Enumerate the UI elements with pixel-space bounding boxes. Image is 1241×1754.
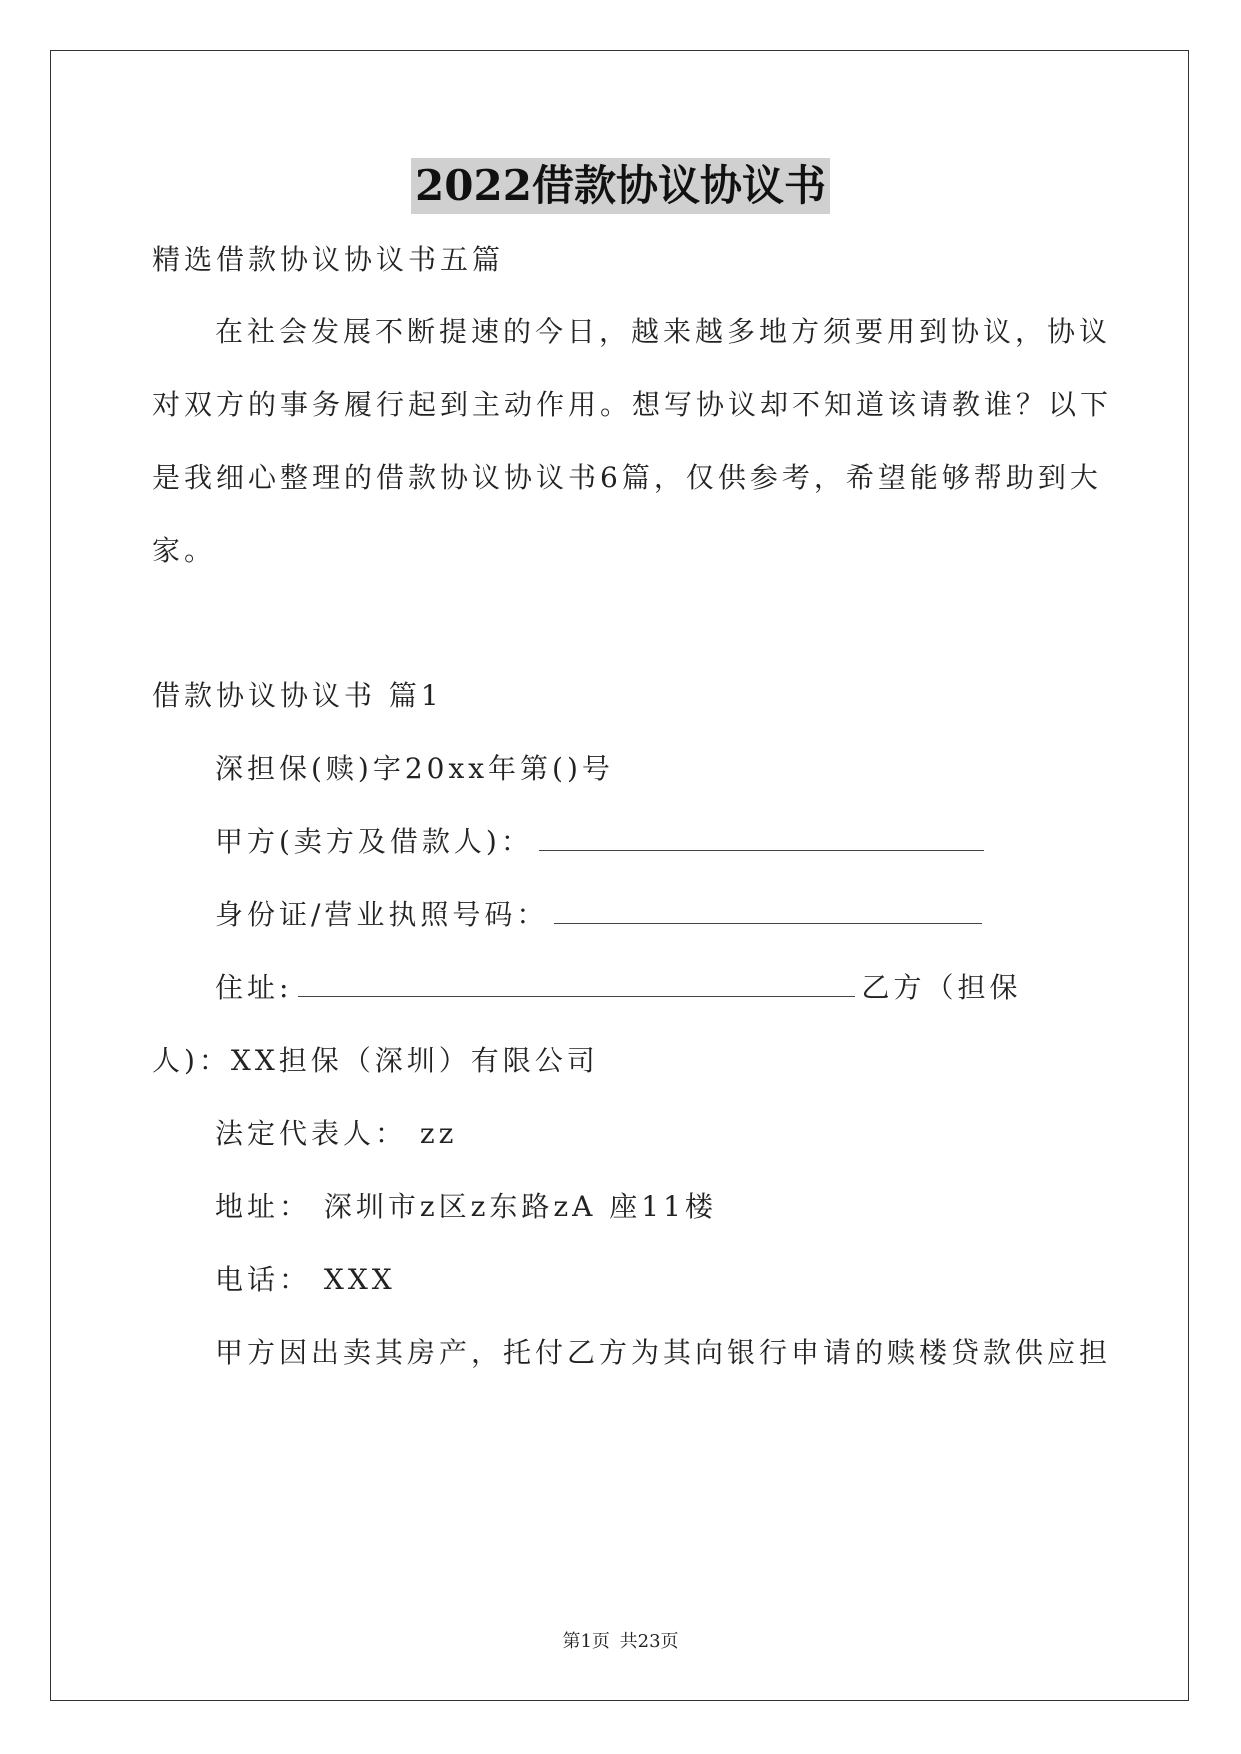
party-a-blank bbox=[539, 822, 984, 851]
page-total: 共23页 bbox=[619, 1631, 679, 1652]
section-heading: 借款协议协议书 篇1 bbox=[152, 679, 443, 712]
party-b-line: 人)：XX担保（深圳）有限公司 bbox=[152, 1044, 599, 1077]
id-blank bbox=[554, 895, 982, 924]
title-container bbox=[0, 158, 1241, 214]
intro-line-2: 对双方的事务履行起到主动作用。想写协议却不知道该请教谁？以下 bbox=[152, 388, 1113, 421]
address-blank bbox=[298, 968, 855, 997]
page-border bbox=[50, 50, 1189, 1701]
document-number: 深担保(赎)字20xx年第()号 bbox=[215, 752, 614, 785]
intro-line-1: 在社会发展不断提速的今日，越来越多地方须要用到协议，协议 bbox=[215, 315, 1112, 348]
party-b-prefix: 乙方（担保 bbox=[861, 971, 1022, 1004]
id-row bbox=[215, 895, 1092, 935]
party-b-address: 地址： 深圳市z区z东路zA 座11楼 bbox=[215, 1190, 717, 1223]
address-row bbox=[215, 968, 1092, 1008]
intro-line-4: 家。 bbox=[152, 534, 217, 567]
party-a-label: 甲方(卖方及借款人)： bbox=[215, 825, 533, 858]
document-title: 2022借款协议协议书 bbox=[411, 158, 830, 214]
subtitle: 精选借款协议协议书五篇 bbox=[152, 243, 505, 276]
address-label: 住址: bbox=[215, 971, 293, 1004]
page-number: 第1页 bbox=[562, 1631, 610, 1652]
legal-representative: 法定代表人： zz bbox=[215, 1117, 458, 1150]
id-label: 身份证/营业执照号码： bbox=[215, 898, 549, 931]
intro-line-3: 是我细心整理的借款协议协议书6篇，仅供参考，希望能够帮助到大 bbox=[152, 461, 1102, 494]
page-footer bbox=[0, 1627, 1241, 1653]
body-line: 甲方因出卖其房产，托付乙方为其向银行申请的赎楼贷款供应担 bbox=[215, 1336, 1112, 1369]
party-b-phone: 电话： XXX bbox=[215, 1263, 396, 1296]
party-a-row bbox=[215, 822, 1092, 862]
